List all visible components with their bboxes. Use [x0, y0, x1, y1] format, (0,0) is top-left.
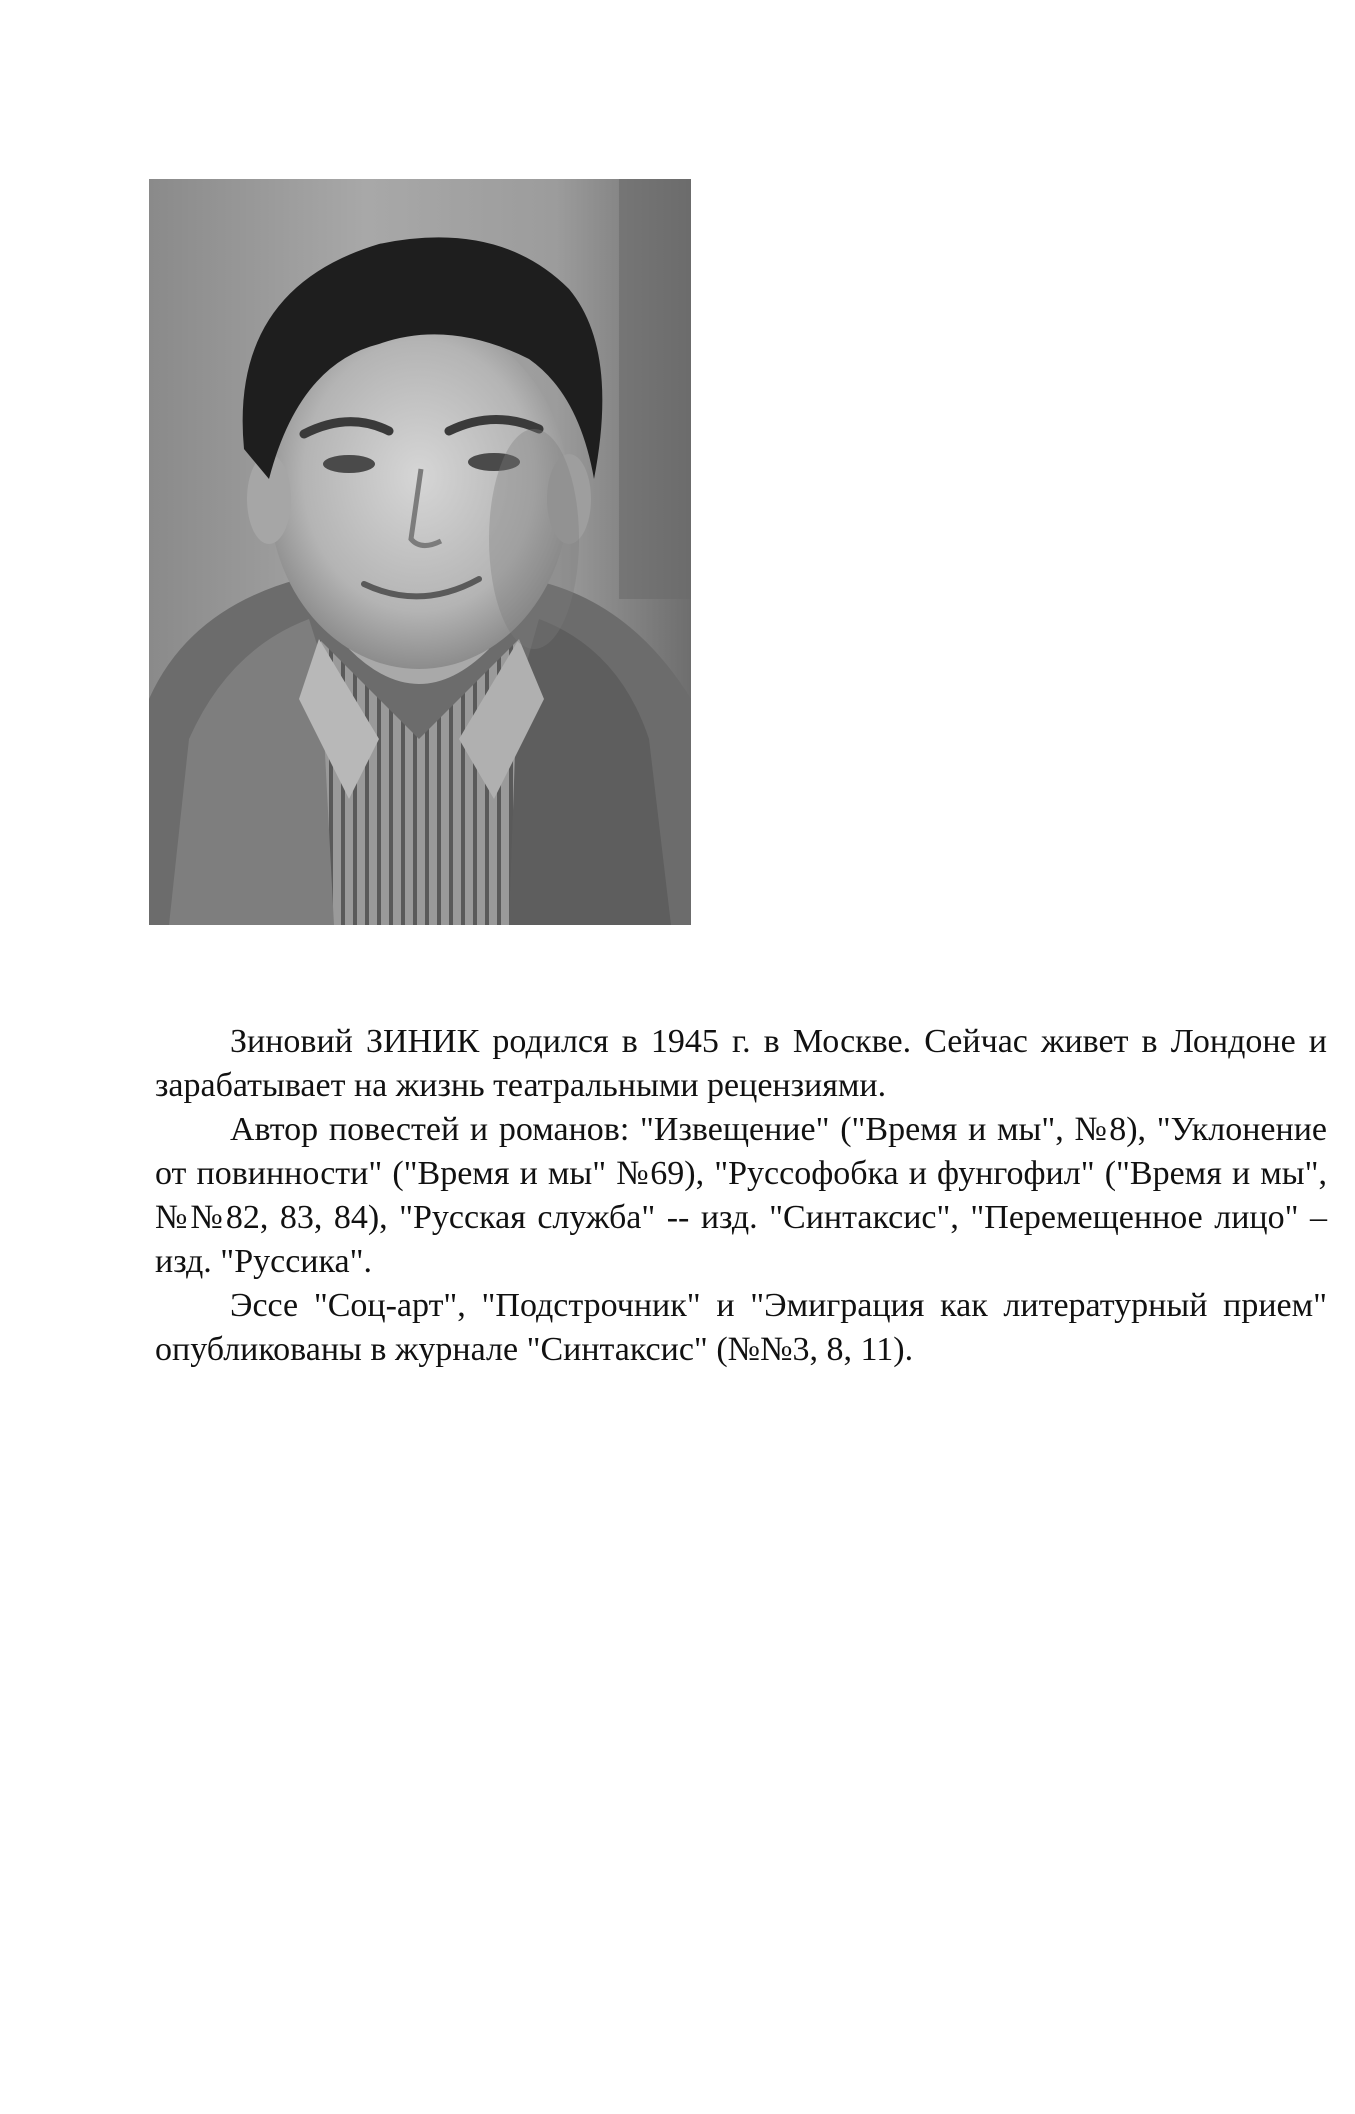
portrait-illustration	[149, 179, 691, 925]
bio-paragraph-1: Зиновий ЗИНИК родился в 1945 г. в Москве. Сейчас живет в Лондоне и зарабатывает на жизнь театральными рецензиями.	[155, 1023, 1327, 1104]
bio-paragraph-3: Эссе "Соц-арт", "Подстрочник" и "Эмиграция как литературный прием" опубликованы в журнале "Синтаксис" (№№3, 8, 11).	[155, 1287, 1327, 1368]
author-portrait-photo	[149, 179, 691, 925]
bio-paragraph-2: Автор повестей и романов: "Извещение" ("Время и мы", №8), "Уклонение от повинности" ("Время и мы" №69), "Руссофобка и фунгофил" ("Время и мы", №№82, 83, 84), "Русская служба" -- изд. "Синтаксис", "Перемещенное лицо" – изд. "Руссика".	[155, 1111, 1327, 1280]
author-biography	[155, 1020, 1327, 1372]
